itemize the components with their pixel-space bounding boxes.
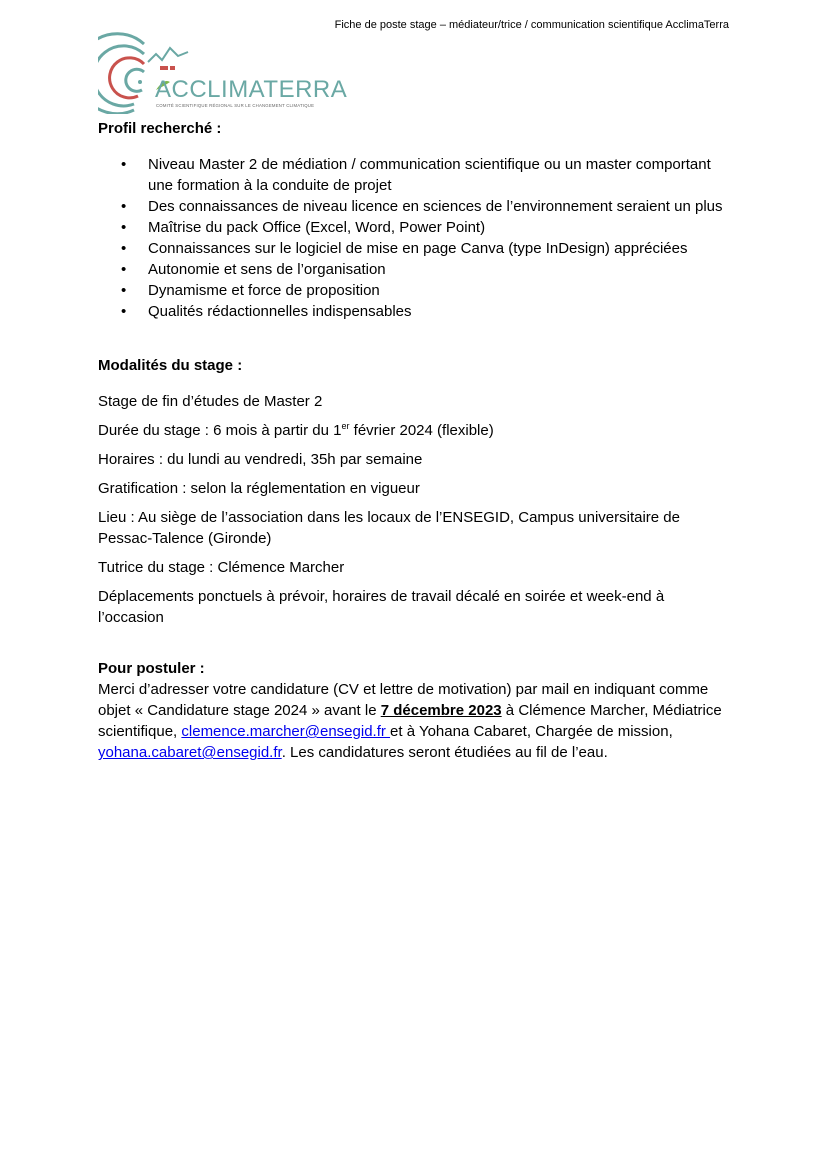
stage-duration: Durée du stage : 6 mois à partir du 1er février 2024 (flexible) — [98, 421, 494, 439]
logo-name: ACCLIMATERRA — [155, 76, 348, 103]
email-link-yohana[interactable]: yohana.cabaret@ensegid.fr — [98, 744, 282, 761]
modalites-section — [98, 355, 730, 628]
stage-travel: Déplacements ponctuels à prévoir, horaires de travail décalé en soirée et week-end à l’occasion — [98, 588, 665, 626]
acclimaterra-logo — [98, 32, 348, 114]
stage-gratification: Gratification : selon la réglementation en vigueur — [98, 480, 420, 497]
profile-list — [98, 154, 730, 322]
document-body — [98, 118, 730, 763]
list-item: • Qualités rédactionnelles indispensables — [121, 303, 412, 320]
bullet-icon: • — [121, 198, 127, 215]
bullet-icon: • — [121, 282, 127, 299]
bullet-icon: • — [121, 303, 127, 320]
profile-title: Profil recherché : — [98, 120, 222, 137]
email-link-clemence[interactable]: clemence.marcher@ensegid.fr — [181, 723, 391, 740]
postuler-title: Pour postuler : — [98, 660, 205, 677]
deadline: 7 décembre 2023 — [380, 702, 502, 719]
bullet-icon: • — [121, 219, 127, 236]
list-item: • Maîtrise du pack Office (Excel, Word, Power Point) — [121, 219, 486, 236]
bullet-icon: • — [121, 261, 127, 278]
postuler-text: Merci d’adresser votre candidature (CV et lettre de motivation) par mail en indiquant comme objet « Candidature stage 2024 » avant le 7 décembre 2023 à Clémence Marcher, Médiatrice scientifique, clemence.marcher@ensegid.fr et à Yohana Cabaret, Chargée de mission, yohana.cabaret@ensegid.fr. Les candidatures seront étudiées au fil de l’eau. — [98, 681, 722, 761]
postuler-section — [98, 658, 730, 763]
list-item: • Des connaissances de niveau licence en sciences de l’environnement seraient un plus — [121, 198, 723, 215]
profile-section — [98, 118, 730, 322]
stage-hours: Horaires : du lundi au vendredi, 35h par semaine — [98, 451, 423, 468]
modalites-title: Modalités du stage : — [98, 357, 243, 374]
bullet-icon: • — [121, 156, 127, 173]
stage-type: Stage de fin d’études de Master 2 — [98, 393, 323, 410]
list-item: • Niveau Master 2 de médiation / communication scientifique ou un master comportant une formation à la conduite de projet — [121, 156, 711, 194]
list-item: • Connaissances sur le logiciel de mise en page Canva (type InDesign) appréciées — [121, 240, 688, 257]
stage-tutor: Tutrice du stage : Clémence Marcher — [98, 559, 345, 576]
header-note: Fiche de poste stage – médiateur/trice / communication scientifique AcclimaTerra — [334, 19, 729, 31]
list-item: • Autonomie et sens de l’organisation — [121, 261, 386, 278]
stage-location: Lieu : Au siège de l’association dans les locaux de l’ENSEGID, Campus universitaire de Pessac-Talence (Gironde) — [98, 509, 680, 547]
list-item: • Dynamisme et force de proposition — [121, 282, 380, 299]
bullet-icon: • — [121, 240, 127, 257]
logo-tagline: COMITÉ SCIENTIFIQUE RÉGIONAL SUR LE CHANGEMENT CLIMATIQUE — [156, 103, 315, 108]
